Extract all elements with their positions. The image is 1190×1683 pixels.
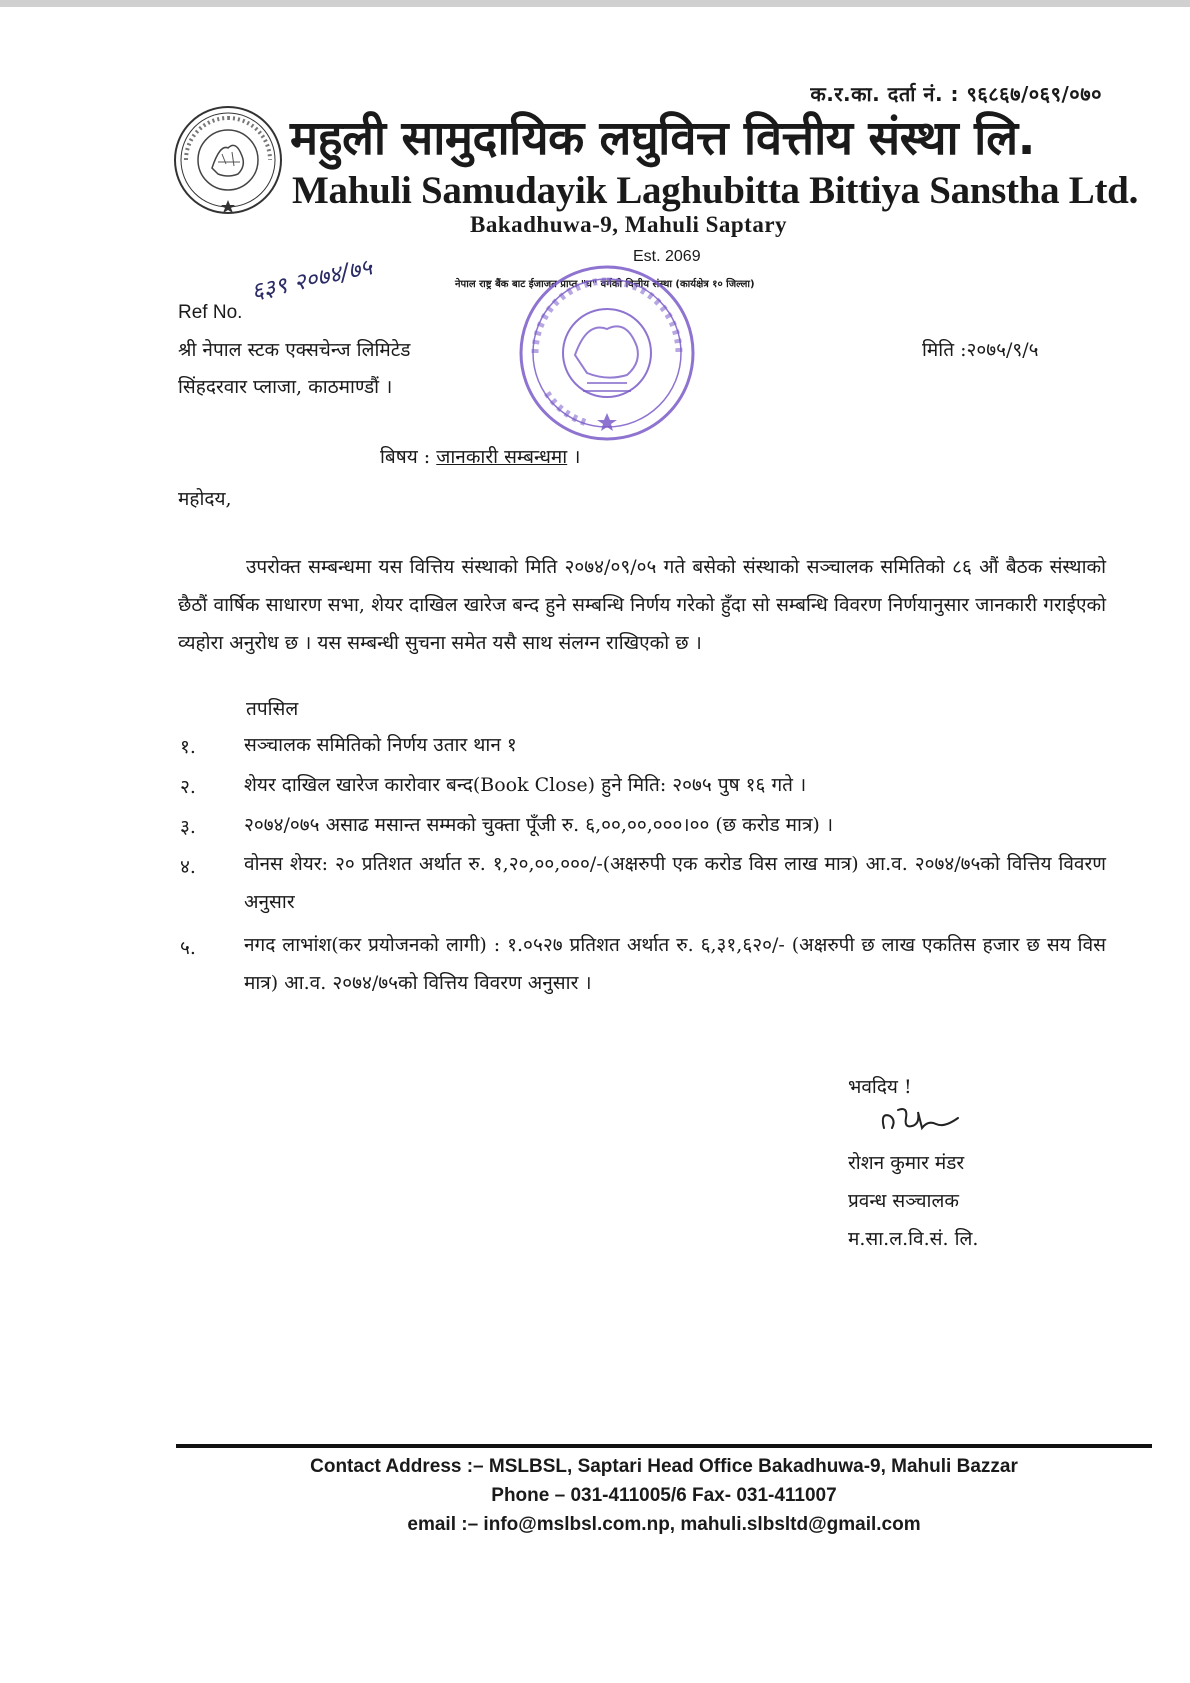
subject-text: जानकारी सम्बन्धमा: [436, 446, 568, 468]
list-item-text: नगद लाभांश(कर प्रयोजनको लागी) : १.०५२७ प्रतिशत अर्थात रु. ६,३१,६२०/- (अक्षरुपी छ लाख एकतिस हजार छ सय विस मात्र) आ.व. २०७४/७५को वित्तिय विवरण अनुसार ।: [244, 934, 1106, 994]
footer-divider: [176, 1444, 1152, 1448]
recipient-line-2: सिंहदरवार प्लाजा, काठमाण्डौं ।: [178, 376, 393, 398]
signatory-org: म.सा.ल.वि.सं. लि.: [848, 1228, 979, 1250]
organization-seal-icon: [172, 104, 284, 216]
organization-address: Bakadhuwa-9, Mahuli Saptary: [470, 212, 788, 237]
list-item-number: ५.: [180, 937, 196, 959]
signatory-name: रोशन कुमार मंडर: [848, 1152, 965, 1174]
list-item-text: सञ्चालक समितिको निर्णय उतार थान १: [244, 734, 517, 756]
handwritten-reference-number: ६३९ २०७४/७५: [249, 254, 375, 306]
subject-label: बिषय :: [380, 446, 437, 468]
organization-name-nepali: महुली सामुदायिक लघुवित्त वित्तीय संस्था लि.: [290, 111, 1035, 166]
registration-number: क.र.का. दर्ता नं. : ९६८६७/०६९/०७०: [810, 82, 1102, 106]
closing: भवदिय !: [848, 1076, 912, 1098]
license-note: नेपाल राष्ट्र बैंक बाट ईजाजत प्राप्त "घ" वर्गको वित्तीय संस्था (कार्यक्षेत्र १० जिल्ला): [455, 279, 755, 290]
footer-address: Contact Address :– MSLBSL, Saptari Head Office Bakadhuwa-9, Mahuli Bazzar: [310, 1456, 1018, 1477]
letter-date: मिति :२०७५/९/५: [922, 339, 1039, 361]
body-paragraph: उपरोक्त सम्बन्धमा यस वित्तिय संस्थाको मिति २०७४/०९/०५ गते बसेको संस्थाको सञ्चालक समितिको ८६ औं बैठक संस्थाको छैठौं वार्षिक साधारण सभा, शेयर दाखिल खारेज बन्द हुने सम्बन्धि निर्णय गरेको हुँदा सो सम्बन्धि विवरण निर्णयानुसार जानकारी गराईएको व्यहोरा अनुरोध छ । यस सम्बन्धी सुचना समेत यसै साथ संलग्न राखिएको छ ।: [178, 556, 1106, 654]
list-item-text: शेयर दाखिल खारेज कारोवार बन्द(Book Close) हुने मिति: २०७५ पुष १६ गते ।: [244, 774, 807, 796]
signatory-title: प्रवन्ध सञ्चालक: [848, 1190, 959, 1212]
handwritten-signature-icon: [878, 1098, 964, 1138]
list-item-number: ३.: [180, 816, 196, 838]
footer-phone: Phone – 031-411005/6 Fax- 031-411007: [491, 1485, 837, 1506]
list-item-text: २०७४/०७५ असाढ मसान्त सम्मको चुक्ता पूँजी रु. ६,००,००,०००।०० (छ करोड मात्र) ।: [244, 814, 834, 836]
list-heading: तपसिल: [246, 698, 299, 720]
footer-contact: [176, 1452, 1152, 1539]
list-item-number: ४.: [180, 856, 196, 878]
footer-email: email :– info@mslbsl.com.np, mahuli.slbsltd@gmail.com: [407, 1514, 921, 1535]
list-item-number: १.: [180, 736, 196, 758]
reference-label: Ref No.: [178, 302, 243, 323]
established-year: Est. 2069: [633, 248, 701, 265]
scan-edge: [0, 0, 1190, 7]
official-round-stamp-icon: [517, 263, 697, 443]
salutation: महोदय,: [178, 488, 232, 510]
list-item-text: वोनस शेयर: २० प्रतिशत अर्थात रु. १,२०,००,०००/-(अक्षरुपी एक करोड विस लाख मात्र) आ.व. २०७४/७५को वित्तिय विवरण अनुसार: [244, 853, 1106, 913]
organization-name-english: Mahuli Samudayik Laghubitta Bittiya Sanstha Ltd.: [292, 169, 1139, 212]
signature-block: [848, 1068, 978, 1258]
subject-line: [380, 443, 580, 469]
subject-end: ।: [567, 446, 581, 468]
list-item-number: २.: [180, 776, 196, 798]
recipient-line-1: श्री नेपाल स्टक एक्सचेन्ज लिमिटेड: [178, 339, 411, 361]
